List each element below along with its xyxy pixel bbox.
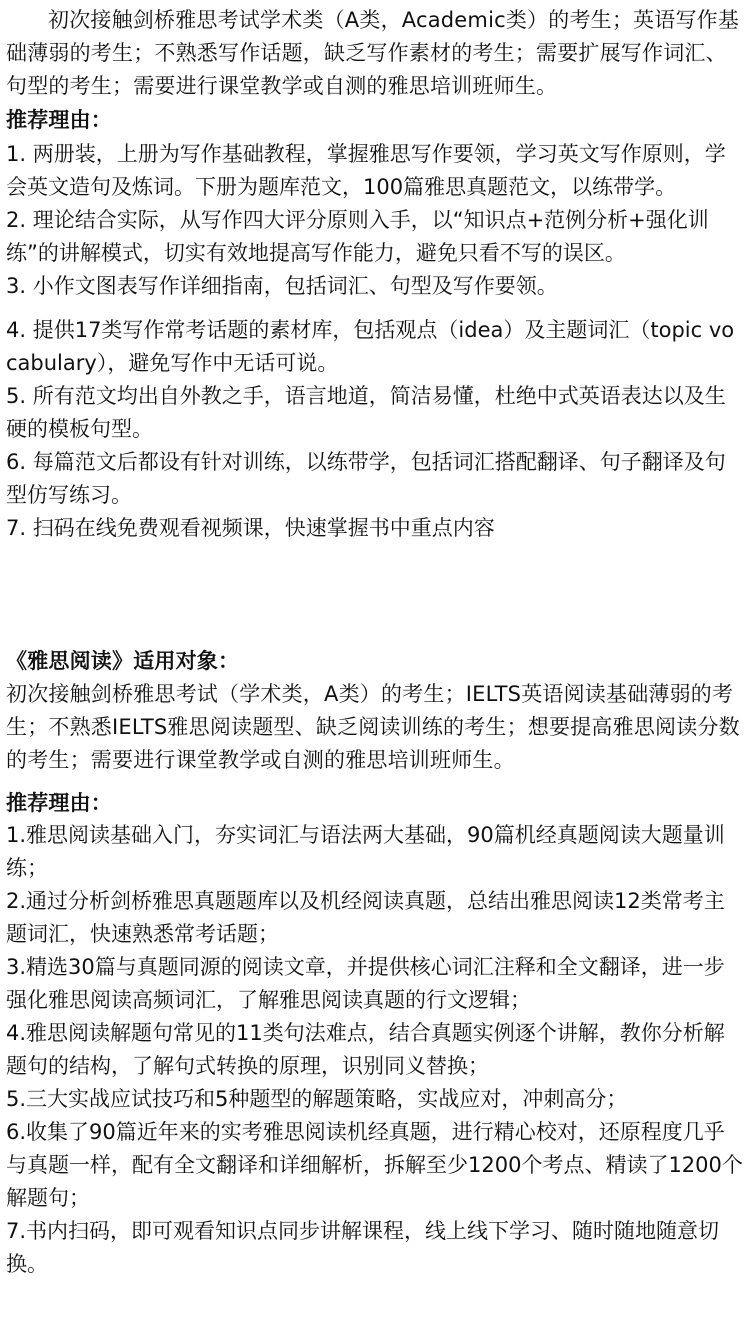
writing-reason-1: 1. 两册装，上册为写作基础教程，掌握雅思写作要领，学习英文写作原则，学会英文造句及炼词。下册为题库范文，100篇雅思真题范文，以练带学。 (6, 142, 726, 199)
writing-reason-5: 5. 所有范文均出自外教之手，语言地道，简洁易懂，杜绝中式英语表达以及生硬的模板句型。 (6, 384, 726, 441)
reading-audience-paragraph: 初次接触剑桥雅思考试（学术类，A类）的考生；IELTS英语阅读基础薄弱的考生；不熟悉IELTS雅思阅读题型、缺乏阅读训练的考生；想要提高雅思阅读分数的考生；需要进行课堂教学或自测的雅思培训班师生。 (6, 682, 740, 772)
writing-reason-2: 2. 理论结合实际，从写作四大评分原则入手，以“知识点+范例分析+强化训练”的讲解模式，切实有效地提高写作能力，避免只看不写的误区。 (6, 208, 709, 265)
reading-reason-3: 3.精选30篇与真题同源的阅读文章，并提供核心词汇注释和全文翻译，进一步强化雅思阅读高频词汇，了解雅思阅读真题的行文逻辑； (6, 955, 725, 1012)
writing-audience-paragraph: 初次接触剑桥雅思考试学术类（A类，Academic类）的考生；英语写作基础薄弱的考生；不熟悉写作话题，缺乏写作素材的考生；需要扩展写作词汇、句型的考生；需要进行课堂教学或自测的雅思培训班师生。 (6, 8, 740, 98)
reading-reason-5: 5.三大实战应试技巧和5种题型的解题策略，实战应对，冲刺高分； (6, 1087, 628, 1111)
reading-reason-7: 7.书内扫码，即可观看知识点同步讲解课程，线上线下学习、随时随地随意切换。 (6, 1219, 720, 1276)
reading-reasons-list (6, 819, 744, 1281)
writing-reason-3: 3. 小作文图表写作详细指南，包括词汇、句型及写作要领。 (6, 274, 558, 298)
reading-reason-6: 6.收集了90篇近年来的实考雅思阅读机经真题，进行精心校对，还原程度几乎与真题一样，配有全文翻译和详细解析，拆解至少1200个考点、精读了1200个解题句； (6, 1120, 743, 1210)
reading-reason-4: 4.雅思阅读解题句常见的11类句法难点，结合真题实例逐个讲解，教你分析解题句的结构，了解句式转换的原理，识别同义替换； (6, 1021, 725, 1078)
writing-reasons-heading: 推荐理由： (6, 108, 112, 132)
writing-reason-7: 7. 扫码在线免费观看视频课，快速掌握书中重点内容 (6, 516, 495, 540)
writing-reason-4: 4. 提供17类写作常考话题的素材库，包括观点（idea）及主题词汇（topic vocabulary），避免写作中无话可说。 (6, 318, 735, 375)
writing-reasons-list (6, 138, 744, 545)
writing-reason-6: 6. 每篇范文后都设有针对训练，以练带学，包括词汇搭配翻译、句子翻译及句型仿写练习。 (6, 450, 726, 507)
reading-reason-1: 1.雅思阅读基础入门，夯实词汇与语法两大基础，90篇机经真题阅读大题量训练； (6, 823, 725, 880)
reading-section-heading: 《雅思阅读》适用对象： (6, 649, 240, 673)
reading-reason-2: 2.通过分析剑桥雅思真题题库以及机经阅读真题，总结出雅思阅读12类常考主题词汇，快速熟悉常考话题； (6, 889, 725, 946)
reading-reasons-heading: 推荐理由： (6, 791, 112, 815)
